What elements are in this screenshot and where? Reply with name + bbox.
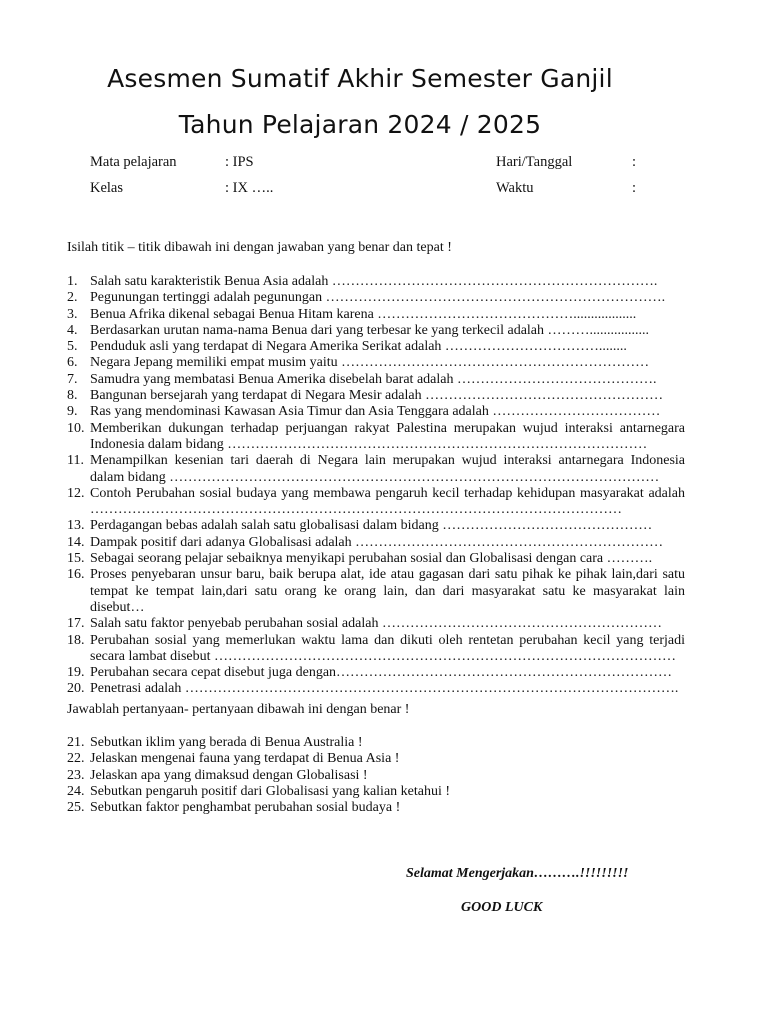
section1-instruction: Isilah titik – titik dibawah ini dengan jawaban yang benar dan tepat ! bbox=[67, 240, 452, 255]
question-number: 20. bbox=[67, 681, 85, 697]
question-number: 23. bbox=[67, 767, 85, 783]
question-number: 8. bbox=[67, 388, 78, 404]
question-item bbox=[67, 486, 685, 519]
question-number: 1. bbox=[67, 274, 78, 289]
question-text: Perubahan sosial yang memerlukan waktu lama dan dikuti oleh rentetan perubahan kecil yang terjadi secara lambat disebut ……………………………………………………………………………………… bbox=[90, 632, 685, 664]
question-item bbox=[67, 784, 685, 800]
question-item bbox=[67, 535, 685, 551]
question-text: Jelaskan mengenai fauna yang terdapat di Benua Asia ! bbox=[90, 751, 400, 767]
question-number: 14. bbox=[67, 534, 85, 550]
question-number: 18. bbox=[67, 632, 85, 648]
question-text: Sebutkan pengaruh positif dari Globalisasi yang kalian ketahui ! bbox=[90, 783, 451, 799]
question-number: 5. bbox=[67, 339, 78, 355]
question-text: Sebagai seorang pelajar sebaiknya menyikapi perubahan sosial dan Globalisasi dengan cara ………. bbox=[90, 551, 653, 567]
question-item bbox=[67, 421, 685, 454]
question-item bbox=[67, 323, 685, 339]
question-text: Pegunungan tertinggi adalah pegunungan ………………………………………………………………. bbox=[90, 290, 666, 306]
question-number: 2. bbox=[67, 290, 78, 306]
question-text: Samudra yang membatasi Benua Amerika disebelah barat adalah ……………………………………. bbox=[90, 371, 657, 387]
class-label: Kelas bbox=[90, 180, 124, 196]
question-text: Sebutkan faktor penghambat perubahan sosial budaya ! bbox=[90, 800, 401, 816]
question-text: Negara Jepang memiliki empat musim yaitu ………………………………………………………… bbox=[90, 355, 650, 371]
question-number: 17. bbox=[67, 616, 85, 632]
exam-year: Tahun Pelajaran 2024 / 2025 bbox=[178, 110, 542, 139]
good-luck: GOOD LUCK bbox=[461, 900, 543, 915]
question-item bbox=[67, 681, 685, 697]
closing-message: Selamat Mengerjakan……….!!!!!!!!! bbox=[406, 866, 629, 881]
question-item bbox=[67, 735, 685, 751]
question-item bbox=[67, 768, 685, 784]
question-text: Perubahan secara cepat disebut juga dengan……………………………………………………………… bbox=[90, 665, 673, 681]
question-text: Proses penyebaran unsur baru, baik berupa alat, ide atau gagasan dari satu pihak ke pihak lain,dari satu tempat ke tempat lain,dari satu orang ke orang lain, dan dari masyarakat satu ke masyarakat lain disebut… bbox=[90, 567, 685, 615]
time-value: : bbox=[632, 180, 637, 196]
question-text: Sebutkan iklim yang berada di Benua Australia ! bbox=[90, 735, 363, 750]
class-value: : IX ….. bbox=[225, 180, 274, 196]
question-item bbox=[67, 551, 685, 567]
question-number: 6. bbox=[67, 355, 78, 371]
question-text: Salah satu karakteristik Benua Asia adalah ……………………………………………………………. bbox=[90, 274, 658, 289]
question-item bbox=[67, 339, 685, 355]
question-item bbox=[67, 453, 685, 486]
question-item bbox=[67, 616, 685, 632]
question-number: 16. bbox=[67, 567, 85, 583]
time-label: Waktu bbox=[496, 180, 534, 196]
question-item bbox=[67, 290, 685, 306]
question-text: Memberikan dukungan terhadap perjuangan rakyat Palestina merupakan wujud interaksi antarnegara Indonesia dalam bidang ……………………………………………………………………………… bbox=[90, 420, 685, 452]
question-text: Penetrasi adalah ……………………………………………………………………………………………. bbox=[90, 681, 679, 697]
question-text: Bangunan bersejarah yang terdapat di Negara Mesir adalah …………………………………………… bbox=[90, 388, 664, 404]
question-text: Dampak positif dari adanya Globalisasi adalah ………………………………………………………… bbox=[90, 534, 664, 550]
question-item bbox=[67, 800, 685, 816]
question-item bbox=[67, 567, 685, 616]
question-text: Jelaskan apa yang dimaksud dengan Globalisasi ! bbox=[90, 767, 368, 783]
section2-instruction: Jawablah pertanyaan- pertanyaan dibawah ini dengan benar ! bbox=[67, 702, 410, 717]
question-item bbox=[67, 372, 685, 388]
subject-value: : IPS bbox=[225, 154, 254, 170]
question-number: 7. bbox=[67, 371, 78, 387]
question-number: 19. bbox=[67, 665, 85, 681]
question-number: 21. bbox=[67, 735, 85, 750]
question-item bbox=[67, 355, 685, 371]
exam-title: Asesmen Sumatif Akhir Semester Ganjil bbox=[107, 64, 613, 93]
question-item bbox=[67, 388, 685, 404]
question-text: Perdagangan bebas adalah salah satu globalisasi dalam bidang ……………………………………… bbox=[90, 518, 653, 534]
question-item bbox=[67, 274, 685, 290]
question-item bbox=[67, 633, 685, 666]
question-item bbox=[67, 404, 685, 420]
question-text: Benua Afrika dikenal sebagai Benua Hitam karena …………………………………….................. bbox=[90, 306, 637, 322]
question-number: 25. bbox=[67, 800, 85, 816]
question-text: Penduduk asli yang terdapat di Negara Amerika Serikat adalah ……………………………........ bbox=[90, 339, 627, 355]
question-number: 11. bbox=[67, 453, 84, 469]
question-text: Ras yang mendominasi Kawasan Asia Timur dan Asia Tenggara adalah ……………………………… bbox=[90, 404, 661, 420]
question-number: 12. bbox=[67, 485, 85, 501]
question-number: 22. bbox=[67, 751, 85, 767]
question-item bbox=[67, 518, 685, 534]
question-number: 13. bbox=[67, 518, 85, 534]
question-number: 9. bbox=[67, 404, 78, 420]
question-item bbox=[67, 665, 685, 681]
question-text: Salah satu faktor penyebab perubahan sosial adalah …………………………………………………… bbox=[90, 616, 662, 632]
day-value: : bbox=[632, 154, 637, 170]
question-item bbox=[67, 751, 685, 767]
question-text: Contoh Perubahan sosial budaya yang membawa pengaruh kecil terhadap kehidupan masyarakat adalah …………………………………………………………………………………………………… bbox=[90, 485, 685, 518]
question-item bbox=[67, 307, 685, 323]
question-number: 15. bbox=[67, 551, 85, 567]
question-number: 3. bbox=[67, 306, 78, 322]
short-answer-list bbox=[67, 274, 685, 698]
subject-label: Mata pelajaran bbox=[90, 154, 177, 170]
question-text: Berdasarkan urutan nama-nama Benua dari yang terbesar ke yang terkecil adalah ………................. bbox=[90, 322, 650, 338]
day-label: Hari/Tanggal bbox=[496, 154, 573, 170]
essay-list bbox=[67, 735, 685, 816]
question-number: 10. bbox=[67, 420, 85, 436]
question-text: Menampilkan kesenian tari daerah di Negara lain merupakan wujud interaksi antarnegara Indonesia dalam bidang …………………………………………………………………………………………… bbox=[90, 453, 685, 485]
question-number: 24. bbox=[67, 783, 85, 799]
question-number: 4. bbox=[67, 322, 78, 338]
